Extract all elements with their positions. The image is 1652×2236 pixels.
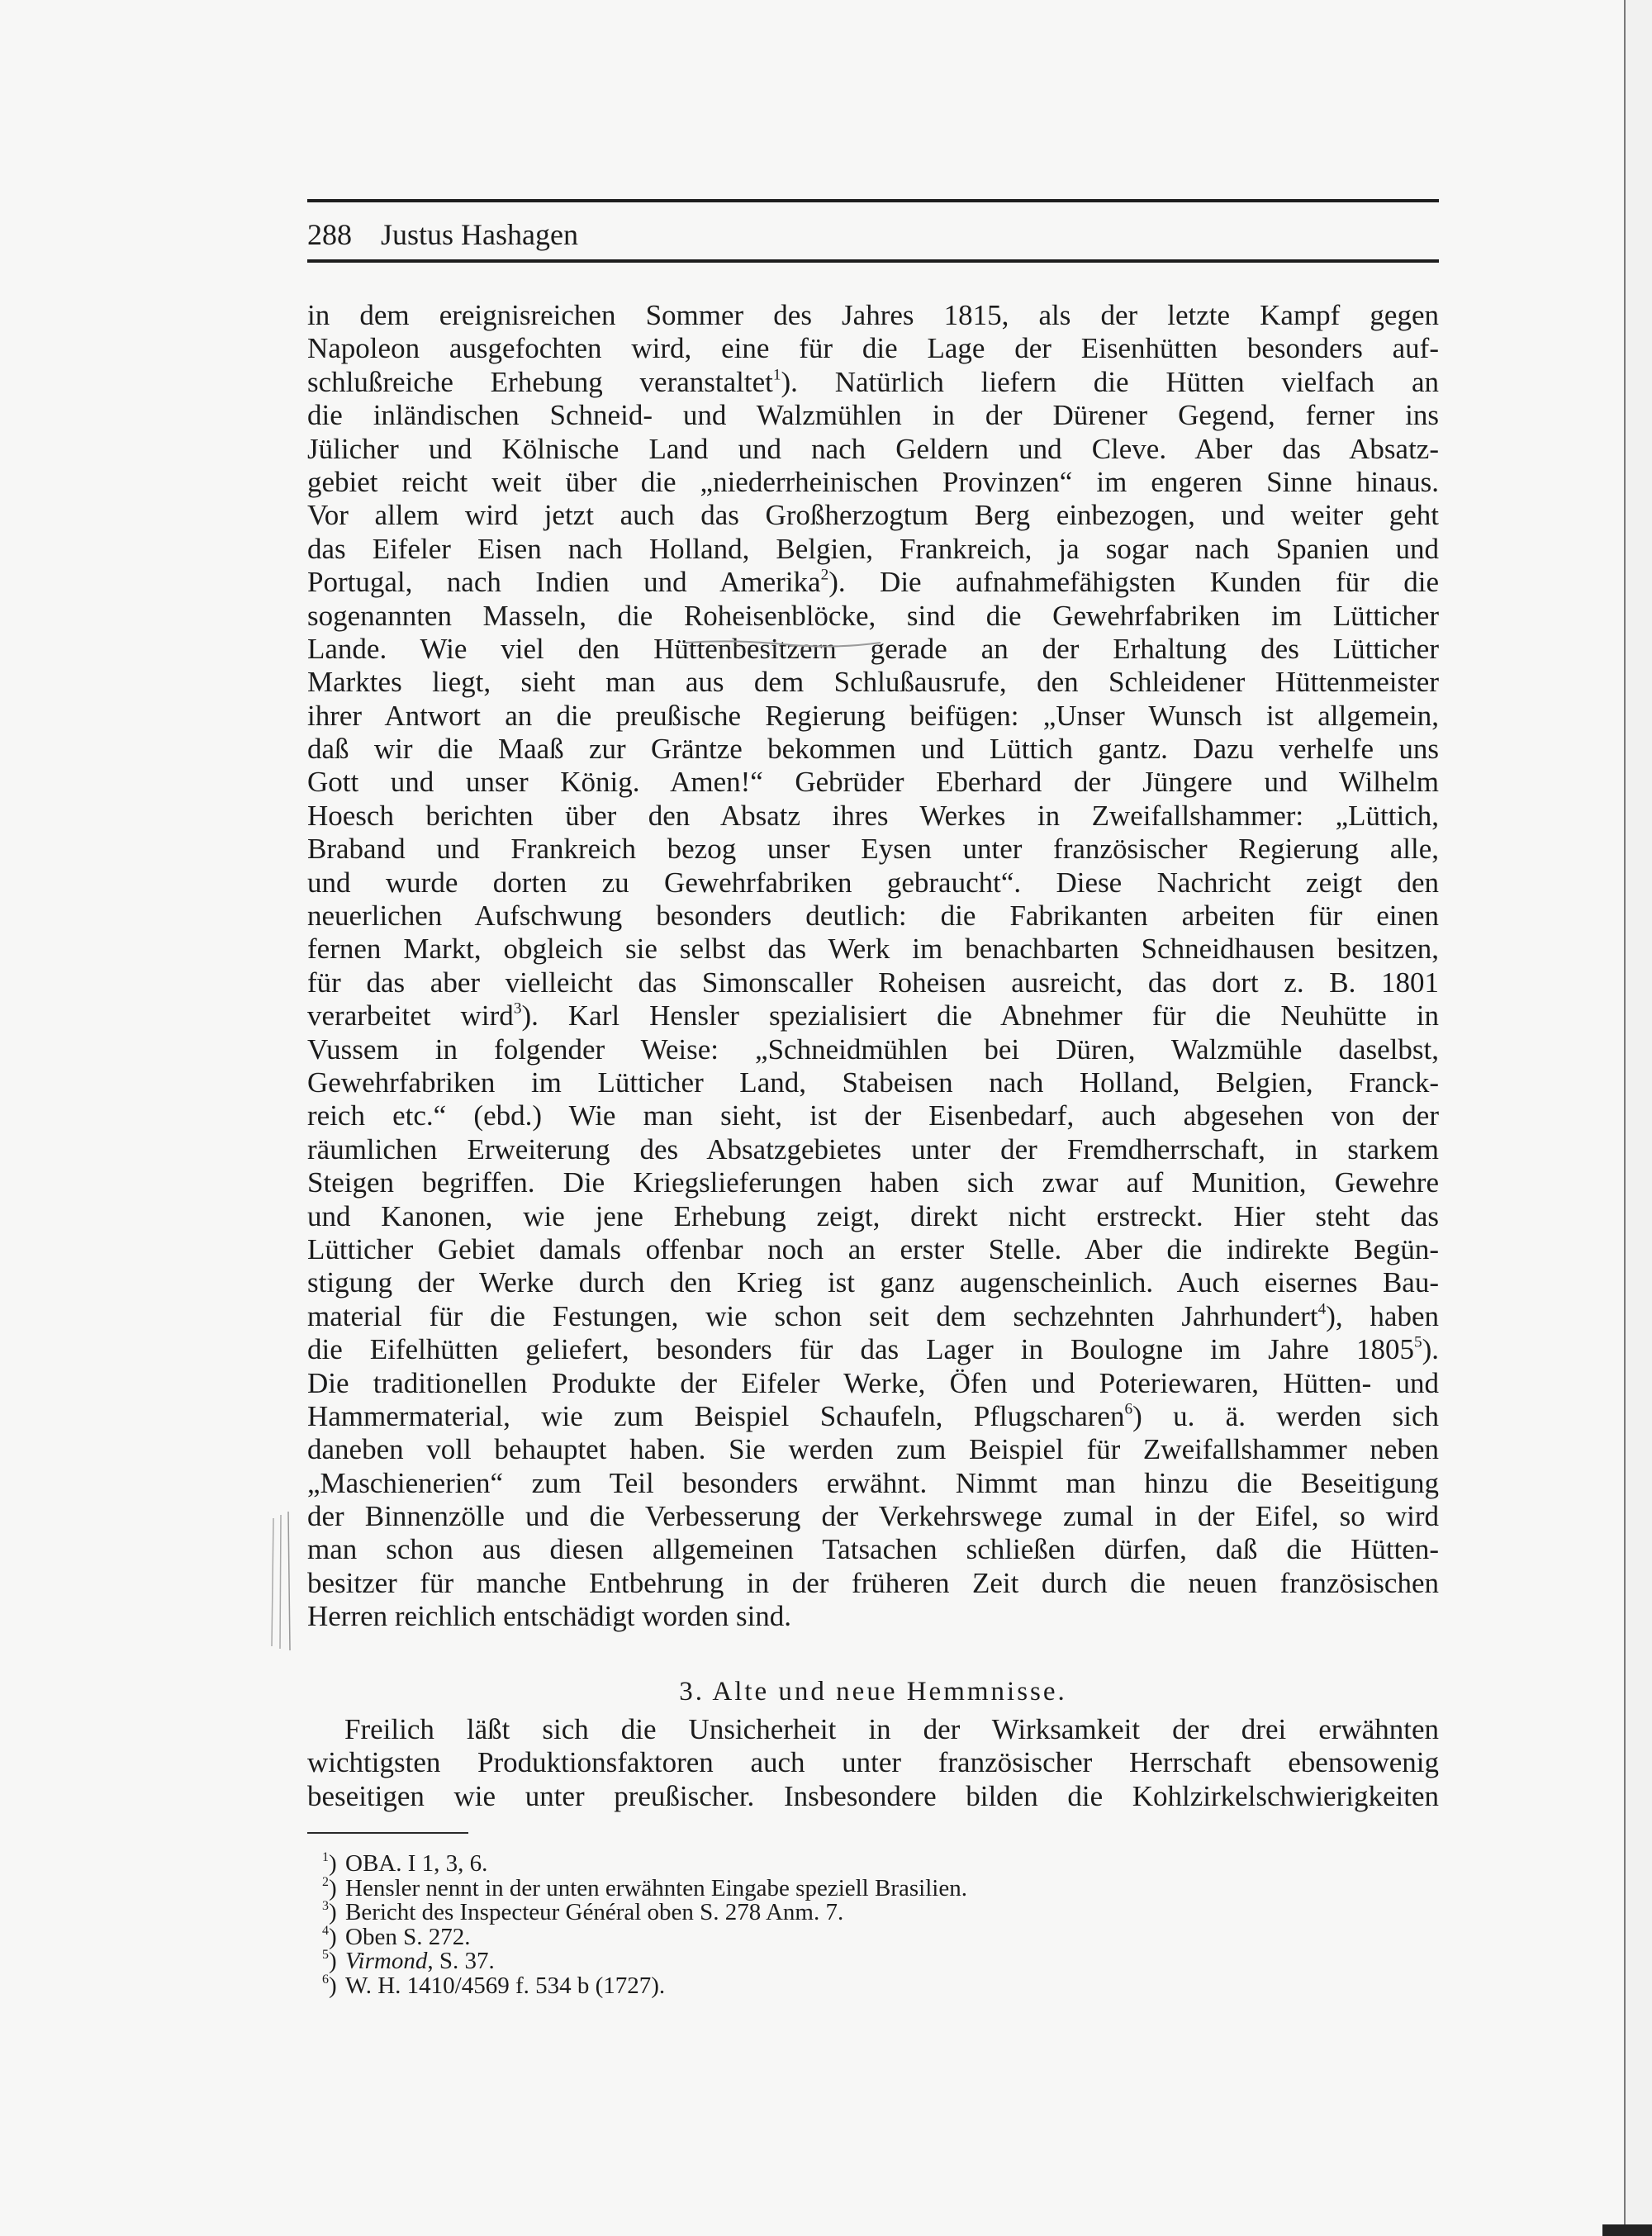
footnote-rule: [307, 1832, 468, 1834]
text-line: Napoleon ausgefochten wird, eine für die Lage der Eisenhütten besonders auf-: [307, 332, 1439, 365]
text-line: Lütticher Gebiet damals offenbar noch an erster Stelle. Aber die indirekte Begün-: [307, 1232, 1439, 1265]
text-line: Marktes liegt, sieht man aus dem Schlußausrufe, den Schleidener Hüttenmeister: [307, 666, 1439, 699]
footnote-item: [322, 1874, 967, 1901]
header-rule-bottom: [307, 259, 1439, 263]
text-line: die Eifelhütten geliefert, besonders für das Lager in Boulogne im Jahre 1805$^5$).: [307, 1333, 1439, 1366]
text-line: gebiet reicht weit über die „niederrheinischen Provinzen“ im engeren Sinne hinaus.: [307, 465, 1439, 498]
text-line: material für die Festungen, wie schon seit dem sechzehnten Jahrhundert$^4$), haben: [307, 1299, 1439, 1332]
text-line: räumlichen Erweiterung des Absatzgebietes unter der Fremdherrschaft, in starkem: [307, 1132, 1439, 1165]
footnote-text: Hensler nennt in der unten erwähnten Eingabe speziell Brasilien.: [345, 1874, 967, 1901]
text-line: und wurde dorten zu Gewehrfabriken gebraucht“. Diese Nachricht zeigt den: [307, 866, 1439, 899]
footnote-mark: $^4$): [322, 1923, 337, 1950]
pencil-underline-mark: [684, 638, 882, 649]
running-head: [307, 216, 578, 253]
text-line: ihrer Antwort an die preußische Regierung beifügen: „Unser Wunsch ist allgemein,: [307, 699, 1439, 732]
text-line: die inländischen Schneid- und Walzmühlen in der Dürener Gegend, ferner ins: [307, 399, 1439, 432]
text-line: Die traditionellen Produkte der Eifeler Werke, Öfen und Poteriewaren, Hütten- und: [307, 1366, 1439, 1399]
text-line: Jülicher und Kölnische Land und nach Geldern und Cleve. Aber das Absatz-: [307, 432, 1439, 465]
footnote-ref: 6: [1124, 1400, 1133, 1418]
footnotes: [322, 1852, 967, 1998]
text-line: reich etc.“ (ebd.) Wie man sieht, ist der Eisenbedarf, auch abgesehen von der: [307, 1099, 1439, 1132]
text-line: beseitigen wie unter preußischer. Insbesondere bilden die Kohlzirkelschwierigkeiten: [307, 1779, 1439, 1812]
text-line: daß wir die Maaß zur Gräntze bekommen und Lüttich gantz. Dazu verhelfe uns: [307, 733, 1439, 766]
text-line: man schon aus diesen allgemeinen Tatsachen schließen dürfen, daß die Hütten-: [307, 1533, 1439, 1566]
section-heading: 3. Alte und neue Hemmnisse.: [679, 1677, 1067, 1707]
scan-corner-shadow: [1602, 2224, 1652, 2236]
footnote-ref: 2: [820, 566, 829, 584]
text-line: Freilich läßt sich die Unsicherheit in der Wirksamkeit der drei erwähnten: [344, 1713, 1439, 1745]
adjacent-page-edge: [1626, 0, 1652, 2236]
footnote-mark: $^1$): [322, 1850, 337, 1877]
text-line: wichtigsten Produktionsfaktoren auch unter französischer Herrschaft ebensowenig: [307, 1746, 1439, 1779]
footnote-author: Virmond: [345, 1948, 428, 1974]
footnote-item: [322, 1974, 967, 1999]
page-edge-line: [1624, 0, 1626, 2236]
pencil-margin-marks: [268, 1510, 293, 1650]
footnote-mark: $^3$): [322, 1899, 337, 1925]
body-paragraph: [307, 299, 1439, 1634]
text-line: Portugal, nach Indien und Amerika$^2$). Die aufnahmefähigsten Kunden für die: [307, 566, 1439, 599]
footnote-item: [322, 1949, 967, 1974]
text-line: sogenannten Masseln, die Roheisenblöcke, sind die Gewehrfabriken im Lütticher: [307, 599, 1439, 632]
footnote-ref: 1: [772, 366, 781, 384]
text-line: für das aber vielleicht das Simonscaller Roheisen ausreicht, das dort z. B. 1801: [307, 966, 1439, 999]
text-line: der Binnenzölle und die Verbesserung der Verkehrswege zumal in der Eifel, so wird: [307, 1500, 1439, 1533]
footnote-mark: $^5$): [322, 1948, 337, 1974]
header-rule-top: [307, 199, 1439, 202]
footnote-ref: 5: [1413, 1333, 1422, 1351]
footnote-text: OBA. I 1, 3, 6.: [345, 1850, 488, 1877]
section-paragraph: [307, 1713, 1439, 1813]
text-line: in dem ereignisreichen Sommer des Jahres 1815, als der letzte Kampf gegen: [307, 299, 1439, 331]
text-line: „Maschienerien“ zum Teil besonders erwähnt. Nimmt man hinzu die Beseitigung: [307, 1466, 1439, 1499]
footnote-text: W. H. 1410/4569 f. 534 b (1727).: [345, 1972, 666, 1999]
text-line: und Kanonen, wie jene Erhebung zeigt, direkt nicht erstreckt. Hier steht das: [307, 1199, 1439, 1232]
text-line: Vussem in folgender Weise: „Schneidmühlen bei Düren, Walzmühle daselbst,: [307, 1033, 1439, 1066]
footnote-item: [322, 1852, 967, 1877]
text-line: Hoesch berichten über den Absatz ihres Werkes in Zweifallshammer: „Lüttich,: [307, 799, 1439, 832]
text-line: Steigen begriffen. Die Kriegslieferungen haben sich zwar auf Munition, Gewehre: [307, 1166, 1439, 1199]
text-line: Herren reichlich entschädigt worden sind.: [307, 1600, 792, 1633]
text-line: Lande. Wie viel den Hüttenbesitzern gerade an der Erhaltung des Lütticher: [307, 632, 1439, 665]
text-line: fernen Markt, obgleich sie selbst das Werk im benachbarten Schneidhausen besitzen,: [307, 933, 1439, 966]
running-head-author: Justus Hashagen: [381, 218, 578, 251]
text-line: Braband und Frankreich bezog unser Eysen unter französischer Regierung alle,: [307, 833, 1439, 866]
text-line: Vor allem wird jetzt auch das Großherzogtum Berg einbezogen, und weiter geht: [307, 499, 1439, 532]
footnote-text: , S. 37.: [427, 1948, 495, 1974]
footnote-mark: $^2$): [322, 1874, 337, 1901]
footnote-item: [322, 1925, 967, 1950]
footnote-text: Bericht des Inspecteur Général oben S. 278 Anm. 7.: [345, 1899, 844, 1925]
text-line: stigung der Werke durch den Krieg ist ganz augenscheinlich. Auch eisernes Bau-: [307, 1266, 1439, 1299]
footnote-ref: 3: [513, 999, 522, 1018]
text-line: besitzer für manche Entbehrung in der früheren Zeit durch die neuen französischen: [307, 1566, 1439, 1599]
footnote-item: [322, 1901, 967, 1925]
text-line: das Eifeler Eisen nach Holland, Belgien, Frankreich, ja sogar nach Spanien und: [307, 532, 1439, 565]
text-line: verarbeitet wird$^3$). Karl Hensler spezialisiert die Abnehmer für die Neuhütte in: [307, 999, 1439, 1033]
text-line: neuerlichen Aufschwung besonders deutlich: die Fabrikanten arbeiten für einen: [307, 900, 1439, 933]
text-line: Hammermaterial, wie zum Beispiel Schaufeln, Pflugscharen$^6$) u. ä. werden sich: [307, 1399, 1440, 1432]
page-number: 288: [307, 218, 352, 251]
footnote-ref: 4: [1317, 1300, 1327, 1318]
footnote-mark: $^6$): [322, 1972, 337, 1999]
text-line: Gott und unser König. Amen!“ Gebrüder Eberhard der Jüngere und Wilhelm: [307, 766, 1439, 799]
footnote-text: Oben S. 272.: [345, 1923, 471, 1950]
text-line: schlußreiche Erhebung veranstaltet$^1$). Natürlich liefern die Hütten vielfach an: [307, 365, 1439, 398]
text-line: daneben voll behauptet haben. Sie werden zum Beispiel für Zweifallshammer neben: [307, 1433, 1439, 1466]
text-line: Gewehrfabriken im Lütticher Land, Stabeisen nach Holland, Belgien, Franck-: [307, 1066, 1439, 1099]
